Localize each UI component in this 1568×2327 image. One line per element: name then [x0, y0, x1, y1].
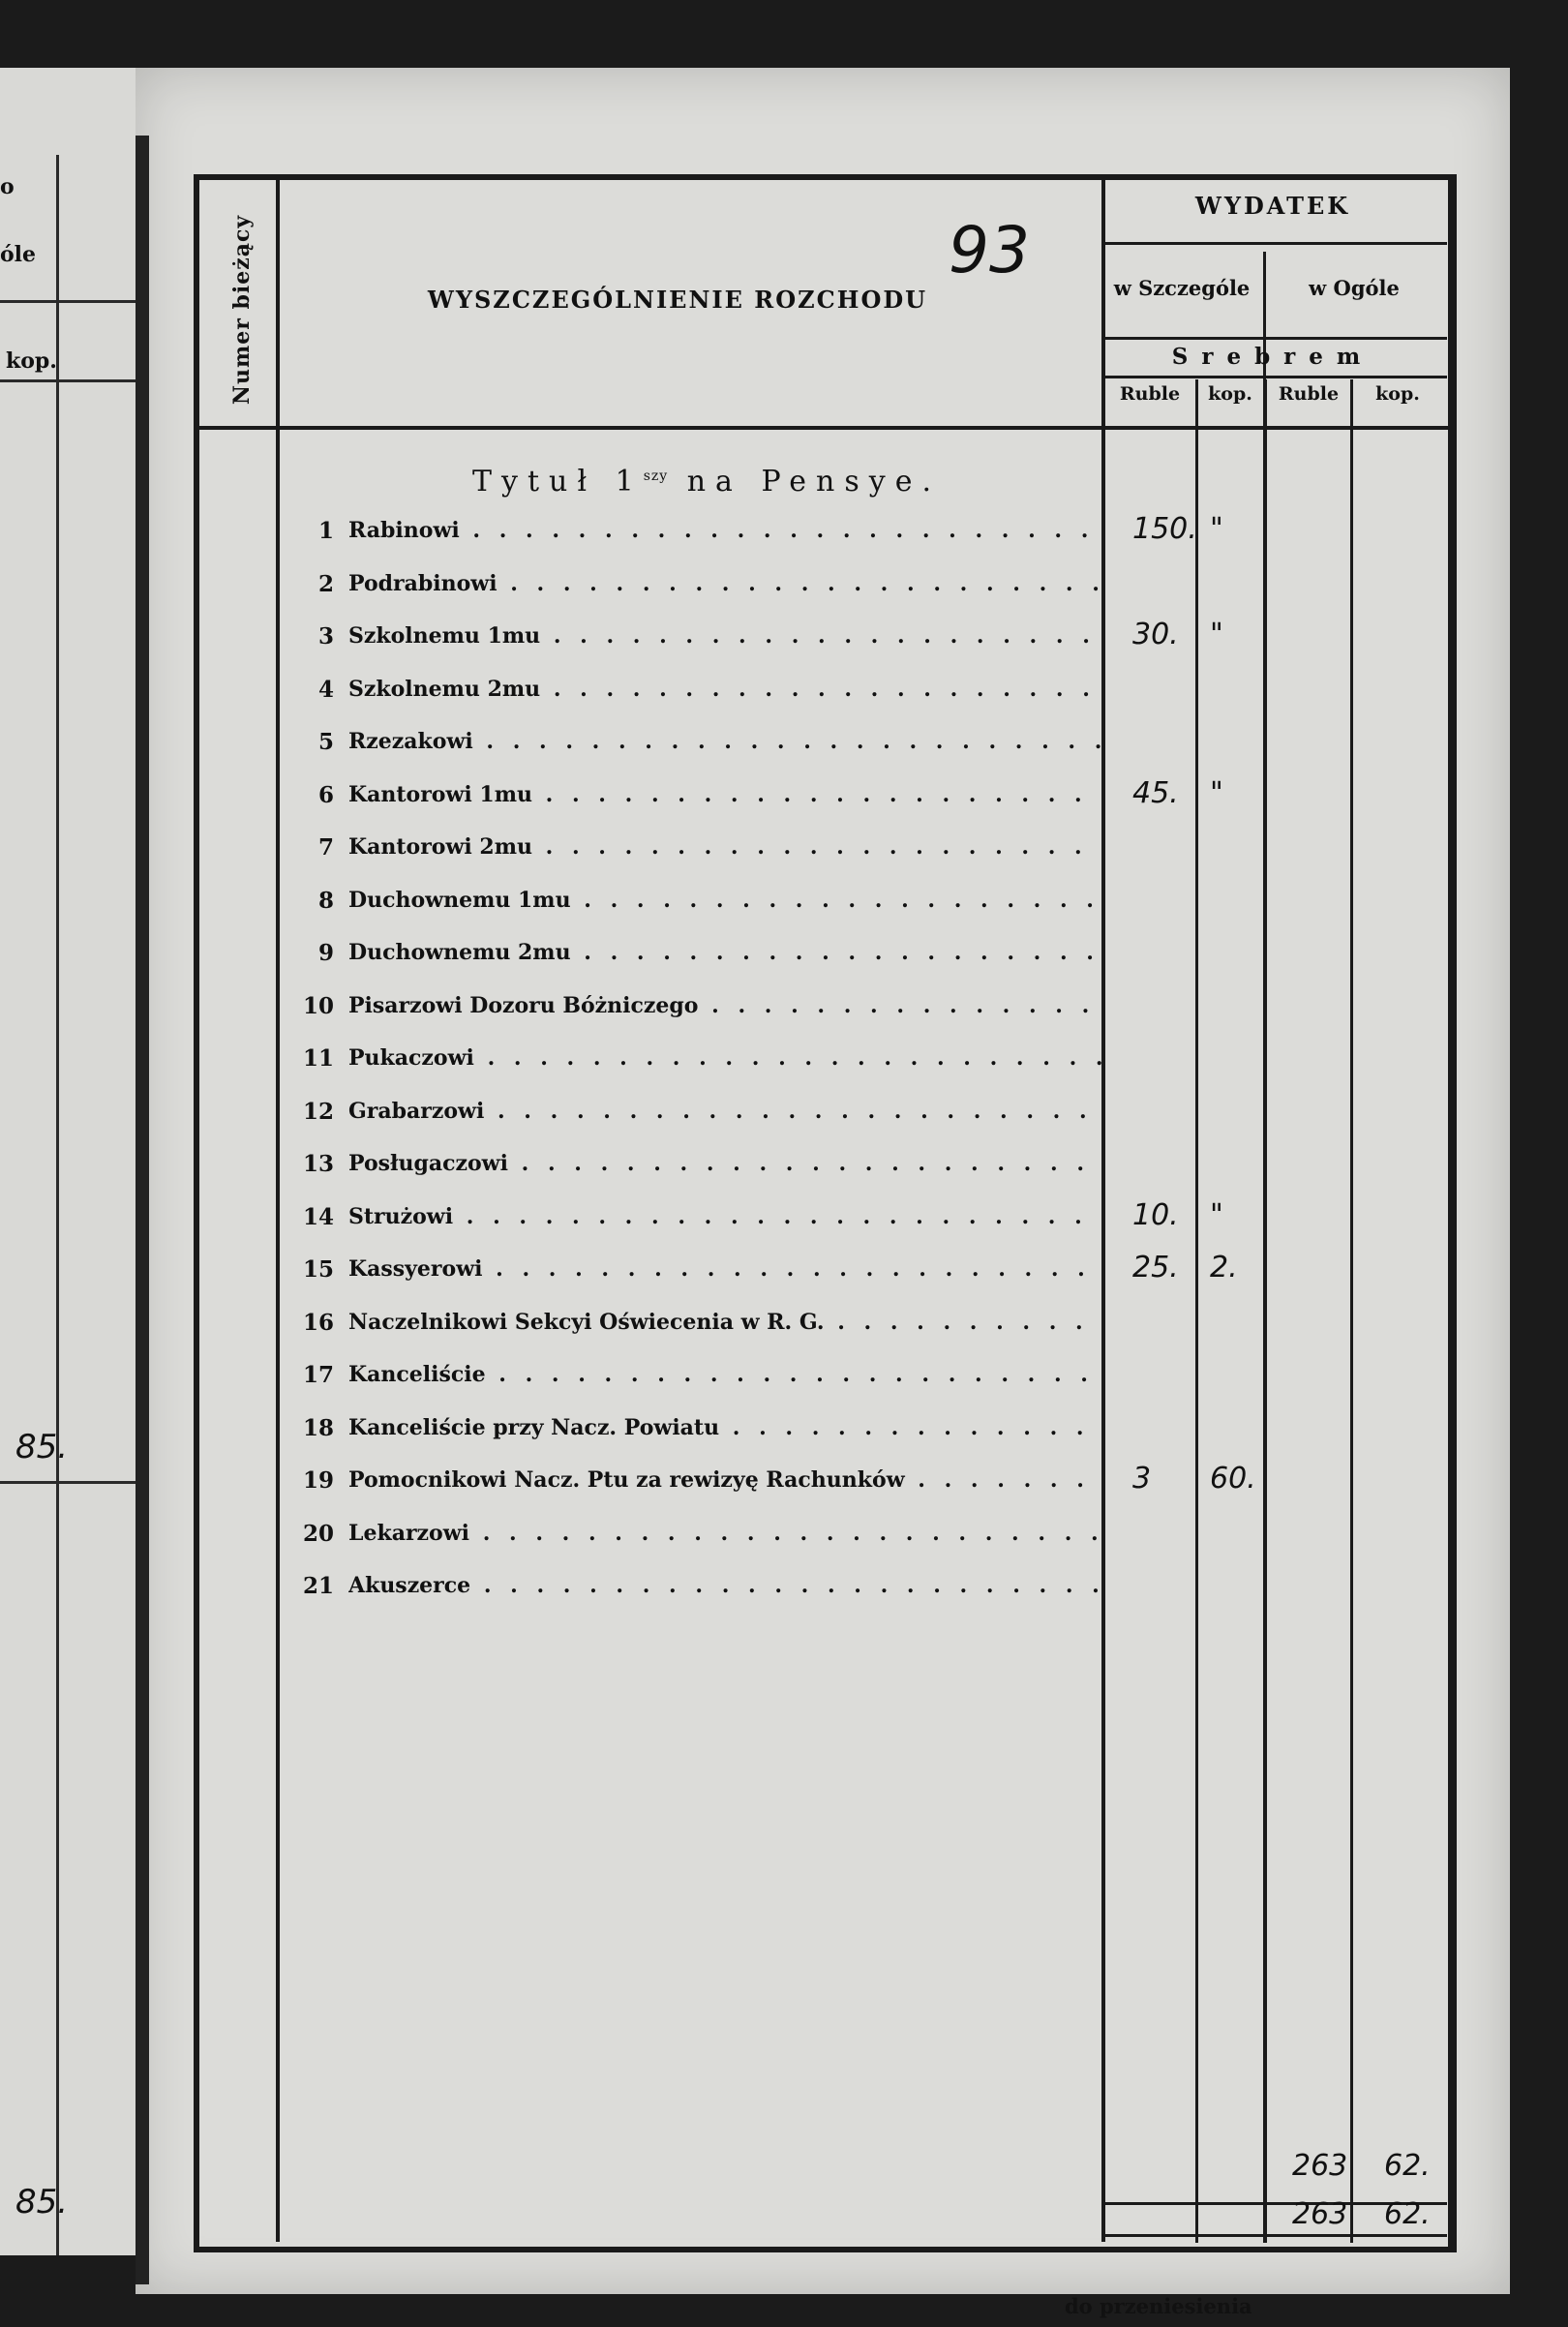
row-label: Pisarzowi Dozoru Bóżniczego . . . [348, 993, 1101, 1018]
left-fragment-rule [0, 379, 145, 382]
left-fragment-value: 85. [15, 1428, 69, 1466]
amount-kop: " [1210, 618, 1223, 651]
left-fragment-value: 85. [15, 2183, 69, 2221]
table-row [281, 1099, 1101, 1137]
table-row [281, 993, 1101, 1032]
section-title-prefix: Tytuł 1 [472, 465, 644, 499]
description-column-rule [1101, 180, 1105, 2242]
expense-header: WYDATEK [1194, 192, 1351, 220]
table-row [281, 571, 1101, 610]
section-title-suffix: na Pensye. [668, 465, 941, 499]
row-number: 17 [302, 1362, 334, 1388]
section-title [455, 465, 958, 499]
total-kop: 62. [1384, 2197, 1431, 2231]
row-label: Rzezakowi . . . [348, 729, 1101, 754]
table-row [281, 782, 1101, 821]
total-kop: 62. [1384, 2149, 1431, 2183]
row-number: 14 [302, 1204, 334, 1230]
row-label: Pomocnikowi Nacz. Ptu za rewizyę Rachunków . . . [348, 1467, 1101, 1493]
table-row [281, 1415, 1101, 1454]
row-label: Podrabinowi . . . [348, 571, 1101, 596]
table-row [281, 1204, 1101, 1243]
row-number: 15 [302, 1256, 334, 1283]
row-number: 7 [317, 834, 334, 861]
left-fragment-header: kop. [6, 348, 57, 374]
amount-rubles: 10. [1132, 1198, 1179, 1232]
header-rule [1103, 376, 1447, 378]
row-number: 16 [302, 1310, 334, 1336]
table-row [281, 834, 1101, 873]
amount-rubles: 30. [1132, 618, 1179, 651]
row-number: 6 [317, 782, 334, 808]
currency-header: Srebrem [1171, 344, 1374, 370]
table-row [281, 1256, 1101, 1295]
number-column-rule [276, 180, 280, 2242]
detail-header: w Szczególe [1113, 276, 1251, 300]
row-number: 8 [317, 888, 334, 914]
row-label: Pukaczowi . . . [348, 1045, 1101, 1071]
table-row [281, 729, 1101, 768]
row-number: 18 [302, 1415, 334, 1441]
amount-rubles: 150. [1132, 512, 1197, 546]
amount-kop: " [1210, 1198, 1223, 1232]
row-label: Posługaczowi . . . [348, 1151, 1101, 1176]
row-number: 19 [302, 1467, 334, 1494]
row-number: 5 [317, 729, 334, 755]
row-label: Kantorowi 2mu . . . [348, 834, 1101, 860]
table-row [281, 1521, 1101, 1559]
header-rule [1103, 242, 1447, 245]
page-spine [136, 136, 149, 2284]
left-fragment-header: o [0, 174, 15, 199]
amount-column-rule [1263, 379, 1267, 2243]
table-row [281, 518, 1101, 557]
row-label: Szkolnemu 2mu . . . [348, 677, 1101, 702]
table-row [281, 1045, 1101, 1084]
amount-column-rule [1195, 379, 1198, 2243]
unit-header-kop: kop. [1375, 383, 1420, 405]
row-number: 13 [302, 1151, 334, 1177]
amount-kop: 60. [1210, 1462, 1256, 1496]
amount-kop: 2. [1210, 1251, 1238, 1284]
total-header: w Ogóle [1309, 276, 1400, 300]
row-number: 3 [317, 623, 334, 650]
row-label: Szkolnemu 1mu . . . [348, 623, 1101, 649]
left-fragment-rule [0, 300, 145, 303]
left-fragment-header: óle [0, 242, 37, 267]
row-label: Kanceliście przy Nacz. Powiatu . . . [348, 1415, 1101, 1440]
number-column-header-label: Numer bieżący [229, 214, 256, 406]
carry-forward-label: do przeniesienia [1065, 2294, 1252, 2318]
left-fragment-rule [56, 155, 59, 2255]
amount-rubles: 25. [1132, 1251, 1179, 1284]
row-number: 2 [317, 571, 334, 597]
left-fragment-rule [0, 1481, 145, 1484]
table-row [281, 1151, 1101, 1190]
table-row [281, 623, 1101, 662]
table-row [281, 888, 1101, 926]
unit-header-rubles: Ruble [1278, 383, 1340, 405]
row-label: Duchownemu 1mu . . . [348, 888, 1101, 913]
row-number: 9 [317, 940, 334, 966]
row-number: 20 [302, 1521, 334, 1547]
row-number: 11 [302, 1045, 334, 1072]
amount-rubles: 3 [1132, 1462, 1152, 1496]
left-page-fragment [0, 68, 145, 2255]
unit-header-kop: kop. [1208, 383, 1252, 405]
amount-rubles: 45. [1132, 776, 1179, 810]
row-label: Duchownemu 2mu . . . [348, 940, 1101, 965]
row-label: Kantorowi 1mu . . . [348, 782, 1101, 807]
amount-kop: " [1210, 512, 1223, 546]
total-rule [1103, 2234, 1447, 2237]
row-number: 1 [317, 518, 334, 544]
table-row [281, 677, 1101, 715]
table-row [281, 1362, 1101, 1401]
row-label: Kassyerowi . . . [348, 1256, 1101, 1282]
section-title-sup: szy [643, 468, 669, 484]
table-row [281, 1573, 1101, 1612]
table-row [281, 940, 1101, 979]
row-label: Kanceliście . . . [348, 1362, 1101, 1387]
row-label: Naczelnikowi Sekcyi Oświecenia w R. G. . . . [348, 1310, 1101, 1335]
number-column-header [213, 213, 271, 407]
amount-kop: " [1210, 776, 1223, 810]
description-column-header: WYSZCZEGÓLNIENIE ROZCHODU [427, 286, 928, 314]
folio-number: 93 [949, 213, 1030, 287]
row-label: Lekarzowi . . . [348, 1521, 1101, 1546]
row-number: 21 [302, 1573, 334, 1599]
total-rubles: 263 [1292, 2197, 1348, 2231]
row-number: 4 [317, 677, 334, 703]
table-row [281, 1467, 1101, 1506]
table-row [281, 1310, 1101, 1348]
row-number: 12 [302, 1099, 334, 1125]
ledger-page [136, 68, 1510, 2318]
total-rubles: 263 [1292, 2149, 1348, 2183]
amount-column-rule [1350, 379, 1353, 2243]
row-label: Rabinowi . . . [348, 518, 1101, 543]
row-label: Akuszerce . . . [348, 1573, 1101, 1598]
row-number: 10 [302, 993, 334, 1019]
row-label: Strużowi . . . [348, 1204, 1101, 1229]
row-label: Grabarzowi . . . [348, 1099, 1101, 1124]
unit-header-rubles: Ruble [1119, 383, 1181, 405]
header-rule [1103, 337, 1447, 340]
